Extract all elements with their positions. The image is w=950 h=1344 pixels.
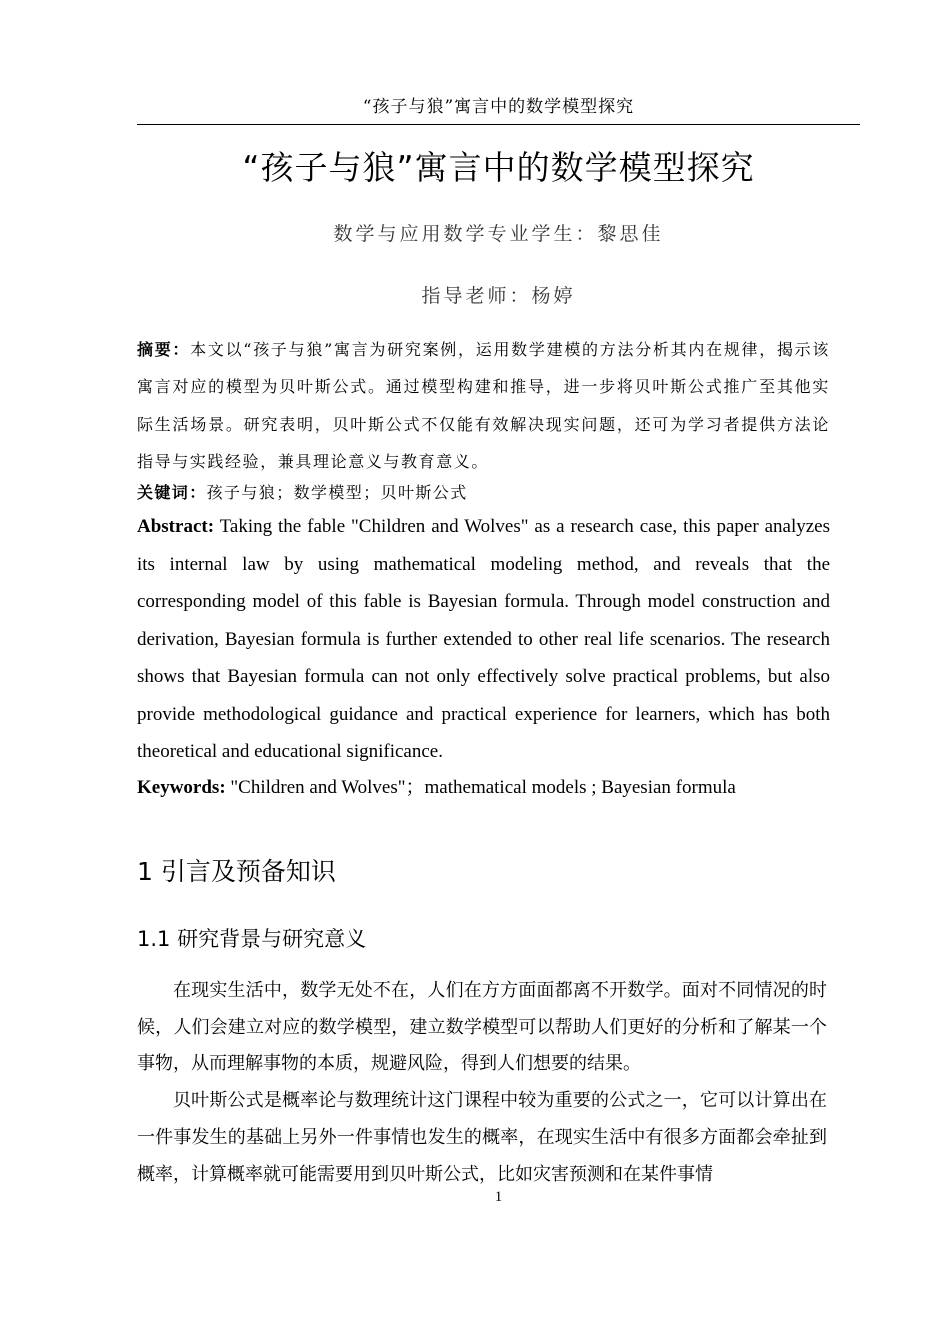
section-body (137, 973, 827, 1193)
english-abstract-label: Abstract: (137, 516, 215, 537)
chinese-abstract-text: 本文以“孩子与狼”寓言为研究案例，运用数学建模的方法分析其内在规律，揭示该寓言对应的模型为贝叶斯公式。通过模型构建和推导，进一步将贝叶斯公式推广至其他实际生活场景。研究表明，贝叶斯公式不仅能有效解决现实问题，还可为学习者提供方法论指导与实践经验，兼具理论意义与教育意义。 (137, 340, 830, 471)
page-number: 1 (494, 1189, 503, 1205)
section-heading: 1 引言及预备知识 (137, 857, 336, 886)
header-rule (137, 124, 860, 125)
subsection-heading: 1.1 研究背景与研究意义 (137, 927, 367, 951)
running-header: “孩子与狼”寓言中的数学模型探究 (362, 97, 635, 117)
body-paragraph: 贝叶斯公式是概率论与数理统计这门课程中较为重要的公式之一，它可以计算出在一件事发生的基础上另外一件事情也发生的概率，在现实生活中有很多方面都会牵扯到概率，计算概率就可能需要用到贝叶斯公式，比如灾害预测和在某件事情 (137, 1090, 827, 1185)
chinese-keywords (137, 481, 830, 505)
english-keywords-label: Keywords: (137, 777, 226, 798)
paper-title: “孩子与狼”寓言中的数学模型探究 (242, 148, 755, 187)
english-abstract (137, 508, 830, 771)
chinese-keywords-text: 孩子与狼；数学模型；贝叶斯公式 (206, 483, 468, 502)
advisor-line: 指导老师：杨婷 (421, 285, 576, 307)
english-keywords-text: "Children and Wolves"；mathematical models ; Bayesian formula (225, 777, 736, 798)
english-abstract-text: Taking the fable "Children and Wolves" as a research case, this paper analyzes its internal law by using mathematical modeling method, and reveals that the corresponding model of this fable is Bayesian formula. Through model construction and derivation, Bayesian formula is further extended to other real life scenarios. The research shows that Bayesian formula can not only effectively solve practical problems, but also provide methodological guidance and practical experience for learners, which has both theoretical and educational significance. (137, 516, 830, 762)
chinese-abstract-label: 摘要： (137, 340, 191, 359)
author-line: 数学与应用数学专业学生：黎思佳 (333, 223, 664, 245)
chinese-keywords-label: 关键词： (137, 483, 207, 502)
body-paragraph: 在现实生活中，数学无处不在，人们在方方面面都离不开数学。面对不同情况的时候，人们会建立对应的数学模型，建立数学模型可以帮助人们更好的分析和了解某一个事物，从而理解事物的本质，规避风险，得到人们想要的结果。 (137, 980, 827, 1075)
english-keywords (137, 774, 830, 802)
chinese-abstract (137, 331, 830, 480)
